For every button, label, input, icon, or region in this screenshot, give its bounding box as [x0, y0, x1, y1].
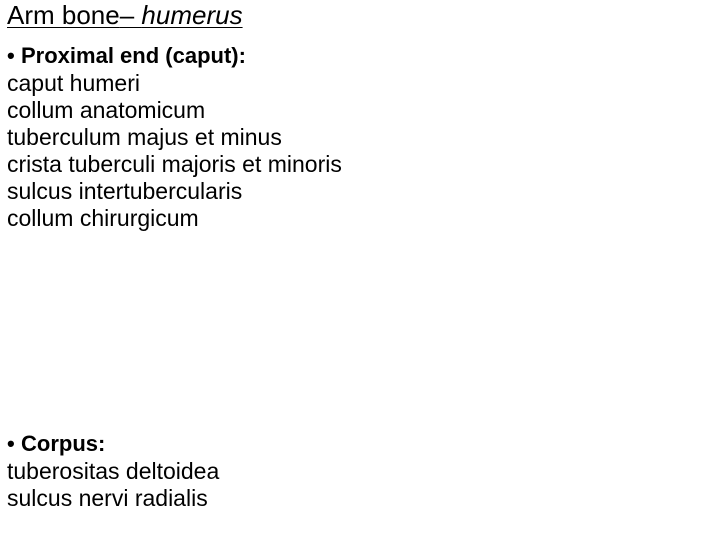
list-item: crista tuberculi majoris et minoris [7, 151, 342, 177]
list-item: collum anatomicum [7, 97, 206, 123]
title-emphasis: humerus [141, 0, 243, 30]
list-item: tuberculum majus et minus [7, 124, 282, 150]
section-heading [7, 430, 219, 458]
bullet-icon: • [7, 431, 15, 456]
term-list [7, 70, 342, 232]
list-item: collum chirurgicum [7, 205, 199, 231]
section-proximal-end [7, 42, 342, 232]
title-main: Arm bone [7, 0, 120, 30]
term-list [7, 458, 219, 512]
list-item: sulcus nervi radialis [7, 485, 208, 511]
list-item: caput humeri [7, 70, 140, 96]
section-heading-label: Corpus: [21, 431, 106, 456]
title-separator: – [119, 0, 142, 30]
bullet-icon: • [7, 43, 15, 68]
list-item: tuberositas deltoidea [7, 458, 220, 484]
list-item: sulcus intertubercularis [7, 178, 243, 204]
section-heading [7, 42, 342, 70]
section-corpus [7, 430, 219, 512]
page-title [7, 0, 243, 30]
section-heading-label: Proximal end (caput): [21, 43, 246, 68]
